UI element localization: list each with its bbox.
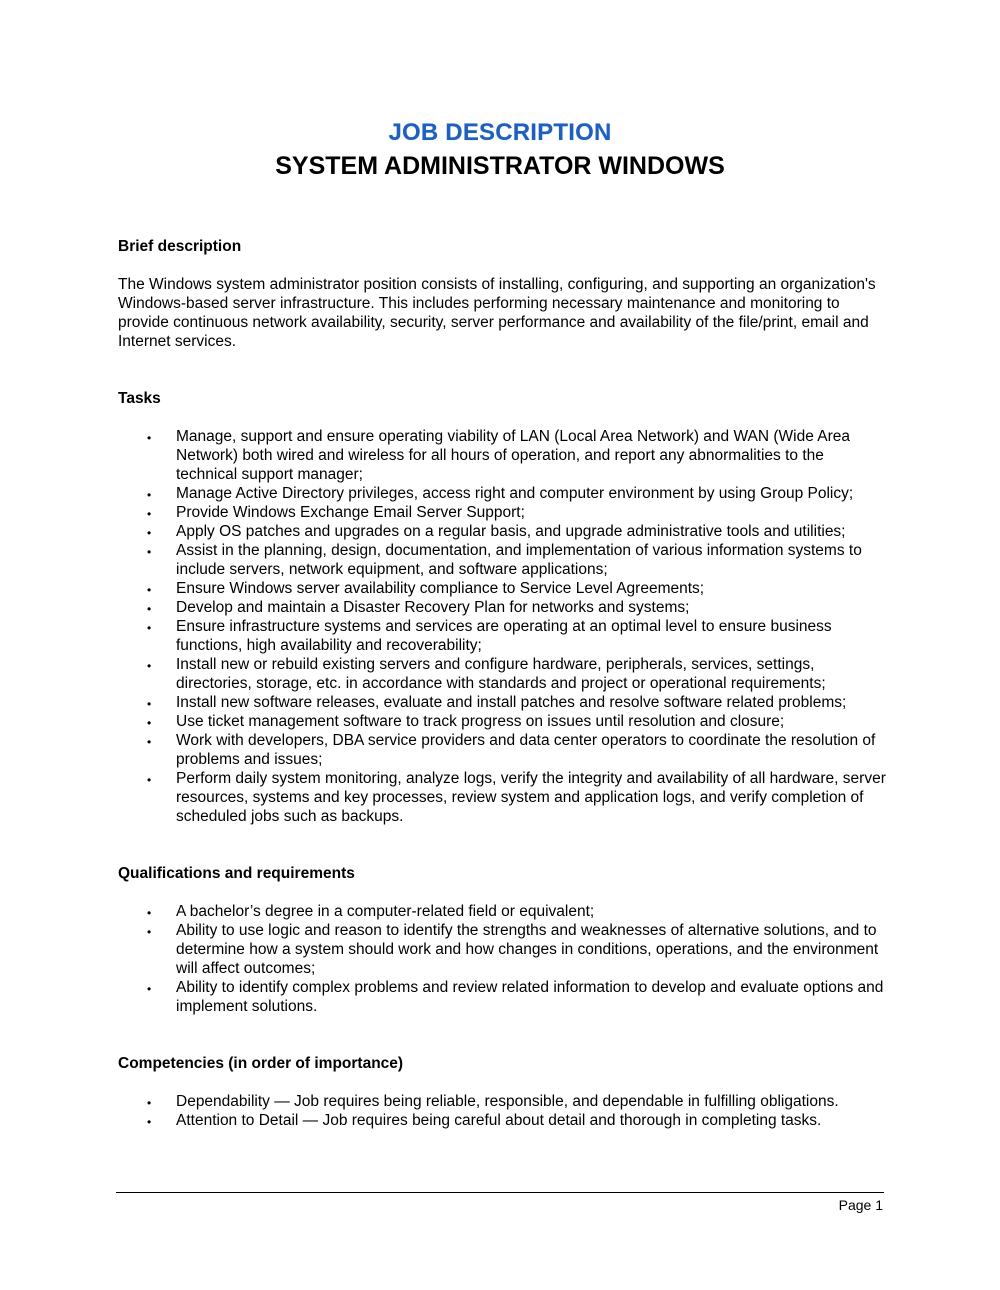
task-text: Manage, support and ensure operating viability of LAN (Local Area Network) and WAN (Wide Area Network) both wired and wireless for all hours of operation, and report any abnormalities to the technical support manager; bbox=[176, 428, 851, 483]
task-text: Assist in the planning, design, documentation, and implementation of various information systems to include servers, network equipment, and software applications; bbox=[176, 542, 862, 578]
tasks-heading: Tasks bbox=[118, 390, 161, 407]
document-title: SYSTEM ADMINISTRATOR WINDOWS bbox=[275, 152, 725, 180]
bullet-icon: • bbox=[147, 507, 152, 521]
qualifications-heading: Qualifications and requirements bbox=[118, 865, 355, 882]
qualification-text: Ability to use logic and reason to identify the strengths and weaknesses of alternative solutions, and to determine how a system should work and how changes in conditions, operations, and the environment will affect outcomes; bbox=[176, 922, 879, 977]
footer-divider bbox=[116, 1192, 884, 1193]
list-item bbox=[118, 1092, 888, 1111]
list-item bbox=[118, 712, 888, 731]
brief-description-text: The Windows system administrator position consists of installing, configuring, and supporting an organization's Windows-based server infrastructure. This includes performing necessary maintenance and monitoring to provide continuous network availability, security, server performance and availability of the file/print, email and Internet services. bbox=[118, 276, 876, 350]
competency-text: Attention to Detail — Job requires being careful about detail and thorough in completing tasks. bbox=[176, 1112, 822, 1129]
bullet-icon: • bbox=[147, 1115, 152, 1129]
bullet-icon: • bbox=[147, 716, 152, 730]
bullet-icon: • bbox=[147, 773, 152, 787]
list-item bbox=[118, 598, 888, 617]
title-block bbox=[0, 118, 1000, 182]
list-item bbox=[118, 769, 888, 826]
list-item bbox=[118, 693, 888, 712]
task-text: Install new software releases, evaluate and install patches and resolve software related problems; bbox=[176, 694, 847, 711]
document-kind-heading: JOB DESCRIPTION bbox=[388, 119, 612, 146]
task-text: Use ticket management software to track progress on issues until resolution and closure; bbox=[176, 713, 785, 730]
bullet-icon: • bbox=[147, 1096, 152, 1110]
task-text: Perform daily system monitoring, analyze logs, verify the integrity and availability of all hardware, server resources, systems and key processes, review system and application logs, and verify completion of scheduled jobs such as backups. bbox=[176, 770, 886, 825]
list-item bbox=[118, 655, 888, 693]
bullet-icon: • bbox=[147, 526, 152, 540]
list-item bbox=[118, 503, 888, 522]
list-item bbox=[118, 978, 888, 1016]
qualifications-list bbox=[118, 902, 888, 1016]
task-text: Manage Active Directory privileges, access right and computer environment by using Group Policy; bbox=[176, 485, 854, 502]
tasks-list bbox=[118, 427, 888, 826]
bullet-icon: • bbox=[147, 697, 152, 711]
list-item bbox=[118, 541, 888, 579]
task-text: Develop and maintain a Disaster Recovery Plan for networks and systems; bbox=[176, 599, 690, 616]
document-body bbox=[118, 237, 888, 1130]
list-item bbox=[118, 617, 888, 655]
competencies-list bbox=[118, 1092, 888, 1130]
bullet-icon: • bbox=[147, 735, 152, 749]
list-item bbox=[118, 579, 888, 598]
competencies-heading: Competencies (in order of importance) bbox=[118, 1055, 404, 1072]
qualification-text: Ability to identify complex problems and review related information to develop and evaluate options and implement solutions. bbox=[176, 979, 884, 1015]
bullet-icon: • bbox=[147, 925, 152, 939]
bullet-icon: • bbox=[147, 621, 152, 635]
bullet-icon: • bbox=[147, 545, 152, 559]
task-text: Ensure infrastructure systems and services are operating at an optimal level to ensure business functions, high availability and recoverability; bbox=[176, 618, 832, 654]
list-item bbox=[118, 902, 888, 921]
brief-description-heading: Brief description bbox=[118, 238, 242, 255]
page-number: Page 1 bbox=[838, 1197, 883, 1213]
task-text: Work with developers, DBA service providers and data center operators to coordinate the resolution of problems and issues; bbox=[176, 732, 876, 768]
list-item bbox=[118, 1111, 888, 1130]
task-text: Provide Windows Exchange Email Server Support; bbox=[176, 504, 525, 521]
task-text: Install new or rebuild existing servers and configure hardware, peripherals, services, settings, directories, storage, etc. in accordance with standards and project or operational requirements; bbox=[176, 656, 826, 692]
bullet-icon: • bbox=[147, 982, 152, 996]
qualification-text: A bachelor’s degree in a computer-related field or equivalent; bbox=[176, 903, 595, 920]
task-text: Ensure Windows server availability compliance to Service Level Agreements; bbox=[176, 580, 705, 597]
bullet-icon: • bbox=[147, 431, 152, 445]
competency-text: Dependability — Job requires being reliable, responsible, and dependable in fulfilling obligations. bbox=[176, 1093, 839, 1110]
list-item bbox=[118, 731, 888, 769]
task-text: Apply OS patches and upgrades on a regular basis, and upgrade administrative tools and utilities; bbox=[176, 523, 846, 540]
list-item bbox=[118, 484, 888, 503]
bullet-icon: • bbox=[147, 488, 152, 502]
bullet-icon: • bbox=[147, 906, 152, 920]
list-item bbox=[118, 921, 888, 978]
bullet-icon: • bbox=[147, 583, 152, 597]
bullet-icon: • bbox=[147, 602, 152, 616]
bullet-icon: • bbox=[147, 659, 152, 673]
list-item bbox=[118, 522, 888, 541]
list-item bbox=[118, 427, 888, 484]
